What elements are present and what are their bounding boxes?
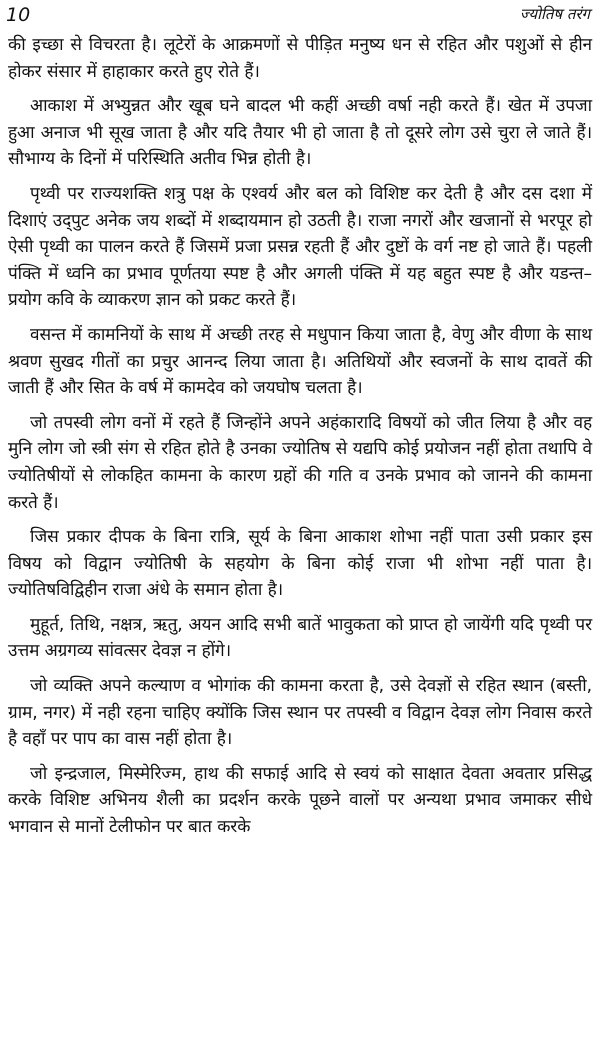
body-text xyxy=(8,32,592,849)
paragraph: की इच्छा से विचरता है। लूटेरों के आक्रमणों से पीड़ित मनुष्य धन से रहित और पशुओं से हीन होकर संसार में हाहाकार करते हुए रोते हैं। xyxy=(8,35,592,82)
paragraph: वसन्त में कामनियों के साथ में अच्छी तरह से मधुपान किया जाता है, वेणु और वीणा के साथ श्रवण सुखद गीतों का प्रचुर आनन्द लिया जाता है। अतिथियों और स्वजनों के साथ दावतें की जाती हैं और सित के वर्ष में कामदेव को जयघोष चलता है। xyxy=(8,324,592,399)
paragraph: आकाश में अभ्युन्नत और खूब घने बादल भी कहीं अच्छी वर्षा नही करते हैं। खेत में उपजा हुआ अनाज भी सूख जाता है और यदि तैयार भी हो जाता है तो दूसरे लोग उसे चुरा ले जाते हैं। सौभाग्य के दिनों में परिस्थिति अतीव भिन्न होती है। xyxy=(8,96,592,170)
paragraph: जो तपस्वी लोग वनों में रहते हैं जिन्होंने अपने अहंकारादि विषयों को जीत लिया है और वह मुनि लोग जो स्त्री संग से रहित होते है उनका ज्योतिष से यद्यपि कोई प्रयोजन नहीं होता तथापि वे ज्योतिषीयों से लोकहित कामना के कारण ग्रहों की गति व उनके प्रभाव को जानने की कामना करते हैं। xyxy=(8,412,592,513)
page-header xyxy=(0,0,600,30)
paragraph: जिस प्रकार दीपक के बिना रात्रि, सूर्य के बिना आकाश शोभा नहीं पाता उसी प्रकार इस विषय को विद्वान ज्योतिषी के सहयोग के बिना कोई राजा भी शोभा नहीं पाता है। ज्योतिषविद्विहीन राजा अंधे के समान होता है। xyxy=(8,527,592,601)
paragraph: मुहूर्त, तिथि, नक्षत्र, ऋतु, अयन आदि सभी बातें भावुकता को प्राप्त हो जायेंगी यदि पृथ्वी पर उत्तम अग्रगव्य सांवत्सर देवज्ञ न होंगे। xyxy=(8,614,592,662)
page-number: 10 xyxy=(6,4,31,26)
running-title: ज्योतिष तरंग xyxy=(519,5,590,23)
paragraph: जो इन्द्रजाल, मिस्मेरिज्म, हाथ की सफाई आदि से स्वयं को साक्षात देवता अवतार प्रसिद्ध करके विशिष्ट अभिनय शैली का प्रदर्शन करके पूछने वालों पर अन्यथा प्रभाव जमाकर सीधे भगवान से मानों टेलीफोन पर बात करके xyxy=(8,763,592,838)
paragraph: पृथ्वी पर राज्यशक्ति शत्रु पक्ष के एश्वर्य और बल को विशिष्ट कर देती है और दस दशा में दिशाएं उद्‌पुट अनेक जय शब्दों में शब्दायमान हो उठती है। राजा नगरों और खजानों से भरपूर हो ऐसी पृथ्वी का पालन करते हैं जिसमें प्रजा प्रसन्न रहती हैं और दुष्टों के वर्ग नष्ट हो जाते हैं। पहली पंक्ति में ध्वनि का प्रभाव पूर्णतया स्पष्ट है और अगली पंक्ति में यह बहुत स्पष्ट है और यडन्त–प्रयोग कवि के व्याकरण ज्ञान को प्रकट करते हैं। xyxy=(8,183,592,311)
paragraph: जो व्यक्ति अपने कल्याण व भोगांक की कामना करता है, उसे देवज्ञों से रहित स्थान (बस्ती, ग्राम, नगर) में नही रहना चाहिए क्योंकि जिस स्थान पर तपस्वी व विद्वान देवज्ञ लोग निवास करते है वहाँ पर पाप का वास नहीं होता है। xyxy=(8,676,592,750)
